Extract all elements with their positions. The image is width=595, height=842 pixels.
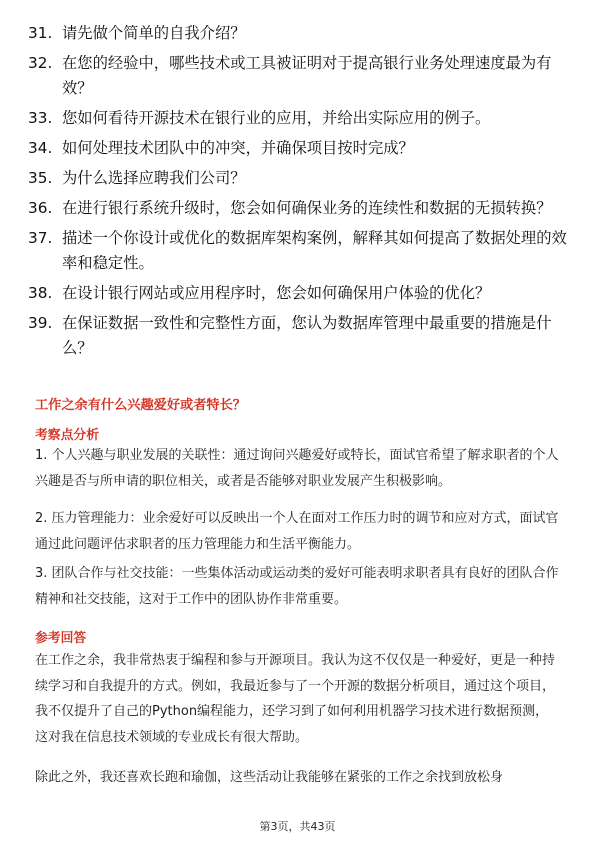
question-number: 32. — [28, 54, 53, 72]
question-item — [28, 226, 568, 276]
question-number: 35. — [28, 169, 53, 187]
question-text: 描述一个你设计或优化的数据库架构案例，解释其如何提高了数据处理的效率和稳定性。 — [62, 229, 567, 272]
question-item — [28, 281, 568, 306]
question-item — [28, 196, 568, 221]
question-number: 37. — [28, 229, 53, 247]
question-number: 36. — [28, 199, 53, 217]
question-text: 如何处理技术团队中的冲突，并确保项目按时完成？ — [62, 139, 414, 157]
question-text: 在您的经验中，哪些技术或工具被证明对于提高银行业务处理速度最为有效？ — [62, 54, 552, 97]
answer-paragraph: 在工作之余，我非常热衷于编程和参与开源项目。我认为这不仅仅是一种爱好，更是一种持续学习和自我提升的方式。例如，我最近参与了一个开源的数据分析项目，通过这个项目，我不仅提升了自己的Python编程能力，还学习到了如何利用机器学习技术进行数据预测，这对我在信息技术领域的专业成长有很大帮助。 — [35, 653, 556, 745]
question-item — [28, 166, 568, 191]
question-text: 请先做个简单的自我介绍？ — [62, 24, 246, 42]
question-text: 为什么选择应聘我们公司？ — [62, 169, 246, 187]
question-text: 在进行银行系统升级时，您会如何确保业务的连续性和数据的无损转换？ — [62, 199, 552, 217]
analysis-heading: 考察点分析 — [35, 428, 99, 443]
analysis-point: 1. 个人兴趣与职业发展的关联性：通过询问兴趣爱好或特长，面试官希望了解求职者的个人兴趣是否与所申请的职位相关，或者是否能够对职业发展产生积极影响。 — [35, 448, 559, 489]
question-number: 39. — [28, 314, 53, 332]
question-list — [28, 21, 568, 366]
page-footer: 第3页，共43页 — [259, 820, 336, 833]
question-item — [28, 21, 568, 46]
question-text: 在设计银行网站或应用程序时，您会如何确保用户体验的优化？ — [62, 284, 491, 302]
answer-paragraph: 除此之外，我还喜欢长跑和瑜伽，这些活动让我能够在紧张的工作之余找到放松身 — [35, 770, 504, 785]
answer-heading: 参考回答 — [35, 631, 87, 646]
question-text: 您如何看待开源技术在银行业的应用，并给出实际应用的例子。 — [62, 109, 491, 127]
question-number: 31. — [28, 24, 53, 42]
analysis-point: 3. 团队合作与社交技能：一些集体活动或运动类的爱好可能表明求职者具有良好的团队合作精神和社交技能，这对于工作中的团队协作非常重要。 — [35, 566, 559, 607]
question-number: 34. — [28, 139, 53, 157]
question-number: 38. — [28, 284, 53, 302]
question-item — [28, 51, 568, 101]
analysis-point: 2. 压力管理能力：业余爱好可以反映出一个人在面对工作压力时的调节和应对方式，面试官通过此问题评估求职者的压力管理能力和生活平衡能力。 — [35, 511, 559, 552]
question-text: 在保证数据一致性和完整性方面，您认为数据库管理中最重要的措施是什么？ — [62, 314, 552, 357]
question-item — [28, 311, 568, 361]
question-number: 33. — [28, 109, 53, 127]
question-item — [28, 136, 568, 161]
question-item — [28, 106, 568, 131]
section-title: 工作之余有什么兴趣爱好或者特长？ — [35, 398, 246, 413]
